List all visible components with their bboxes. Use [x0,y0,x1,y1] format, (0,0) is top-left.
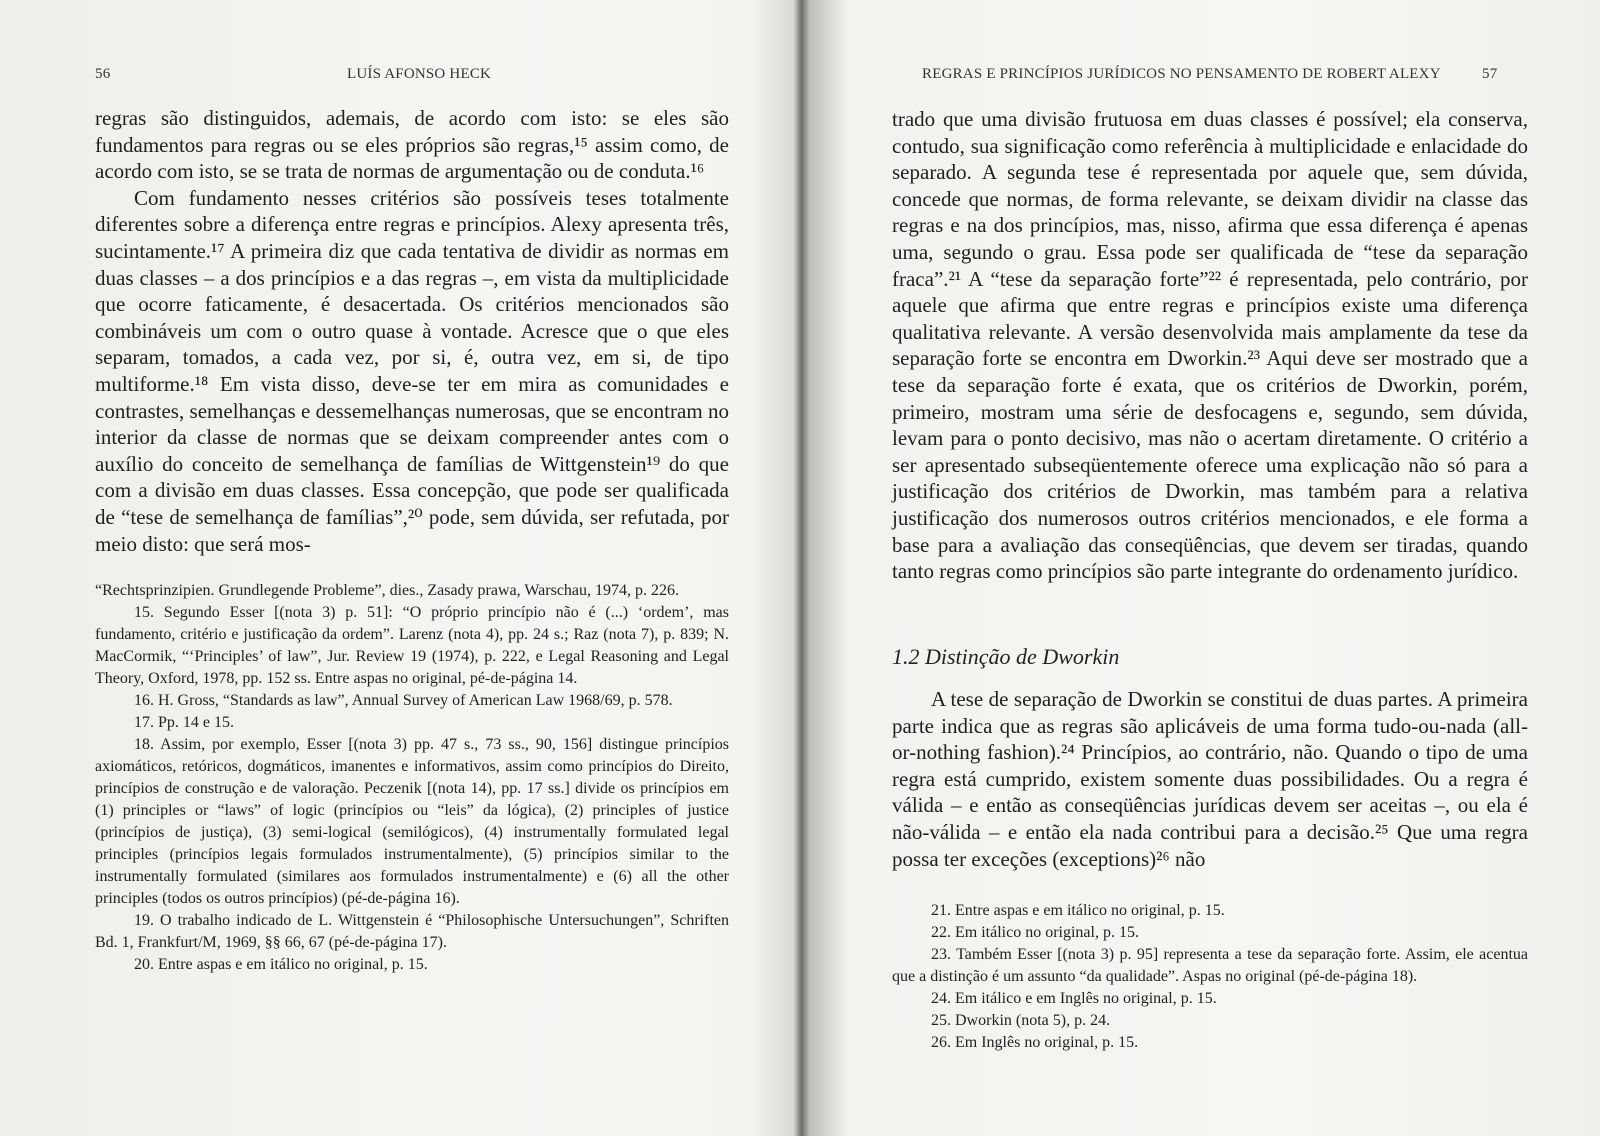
body-text [95,105,729,557]
footnote: 25. Dworkin (nota 5), p. 24. [931,1012,1111,1029]
footnote: 15. Segundo Esser [(nota 3) p. 51]: “O próprio princípio não é (...) ‘ordem’, mas fundamento, critério e justificação da ordem”. Larenz (nota 4), pp. 24 s.; Raz (nota 7), p. 839; N. MacCormik, “‘Principles’ of law”, Jur. Review 19 (1974), p. 222, e Legal Reasoning and Legal Theory, Oxford, 1978, pp. 152 ss. Entre aspas no original, pé-de-página 14. [95,604,729,687]
footnote: 18. Assim, por exemplo, Esser [(nota 3) pp. 47 s., 73 ss., 90, 156] distingue princípios axiomáticos, retóricos, dogmáticos, imanentes e informativos, assim como princípios do Direito, princípios de construção e de valoração. Peczenik [(nota 14), pp. 17 ss.] divide os princípios em (1) principles or “laws” of logic (princípios ou “leis” da lógica), (2) principles of justice (princípios de justiça), (3) semi-logical (semilógicos), (4) instrumentally formulated legal principles (princípios legais formulados instrumentalmente), (5) princípios similar to the instrumentally formulated (similares aos formulados instrumentalmente) e (6) all the other principles (todos os outros princípios) (pé-de-página 16). [95,736,729,907]
body-text [892,106,1528,585]
footnote: 23. Também Esser [(nota 3) p. 95] representa a tese da separação forte. Assim, ele acentua que a distinção é um assunto “da qualidade”. Aspas no original (pé-de-página 18). [892,946,1528,985]
footnote: 22. Em itálico no original, p. 15. [931,924,1139,941]
paragraph: A tese de separação de Dworkin se constitui de duas partes. A primeira parte indica que as regras são aplicáveis de uma forma tudo-ou-nada (all-or-nothing fashion).²⁴ Princípios, ao contrário, não. Quando o tipo de uma regra está cumprido, existem somente duas possibilidades. Ou a regra é válida – e então as conseqüências jurídicas devem ser aceitas –, ou ela é não-válida – e então ela nada contribui para a decisão.²⁵ Que uma regra possa ter exceções (exceptions)²⁶ não [892,687,1528,871]
footnote: 21. Entre aspas e em itálico no original, p. 15. [931,902,1225,919]
footnotes [892,900,1528,1054]
page-number: 56 [95,66,111,82]
running-head: REGRAS E PRINCÍPIOS JURÍDICOS NO PENSAMENTO DE ROBERT ALEXY [922,66,1441,82]
footnote: 19. O trabalho indicado de L. Wittgenstein é “Philosophische Untersuchungen”, Schriften Bd. 1, Frankfurt/M, 1969, §§ 66, 67 (pé-de-página 17). [95,912,729,951]
footnote: 20. Entre aspas e em itálico no original, p. 15. [134,956,428,973]
footnote: “Rechtsprinzipien. Grundlegende Probleme”, dies., Zasady prawa, Warschau, 1974, p. 226. [95,582,680,599]
section-body [892,686,1528,872]
footnote: 26. Em Inglês no original, p. 15. [931,1034,1139,1051]
footnote: 24. Em itálico e em Inglês no original, p. 15. [931,990,1217,1007]
footnote: 17. Pp. 14 e 15. [134,714,234,731]
paragraph: trado que uma divisão frutuosa em duas classes é possível; ela conserva, contudo, sua significação como referência à multiplicidade e enlacidade do separado. A segunda tese é representada por aquele que, sem dúvida, concede que normas, de forma relevante, se deixam dividir na classe das regras e na dos princípios, mas, nisso, afirma que essa diferença é apenas uma, segundo o grau. Essa pode ser qualificada de “tese da separação fraca”.²¹ A “tese da separação forte”²² é representada, pelo contrário, por aquele que afirma que entre regras e princípios existe uma diferença qualitativa relevante. A versão desenvolvida mais amplamente da tese da separação forte se encontra em Dworkin.²³ Aqui deve ser mostrado que a tese da separação forte é exata, que os critérios de Dworkin, porém, primeiro, mostram uma série de desfocagens e, segundo, sem dúvida, levam para o ponto decisivo, mas não o acertam diretamente. O critério a ser apresentado subseqüentemente oferece uma explicação não só para a justificação dos critérios de Dworkin, mas também para a relativa justificação dos numerosos outros critérios mencionados, e ele forma a base para a avaliação das conseqüências, que devem ser tiradas, quando tanto regras como princípios são parte integrante do ordenamento jurídico. [892,107,1528,584]
paragraph: regras são distinguidos, ademais, de acordo com isto: se eles são fundamentos para regras ou se eles próprios são regras,¹⁵ assim como, de acordo com isto, se se trata de normas de argumentação ou de conduta.¹⁶ [95,106,729,184]
page-number: 57 [1482,66,1498,82]
paragraph: Com fundamento nesses critérios são possíveis teses totalmente diferentes sobre a diferença entre regras e princípios. Alexy apresenta três, sucintamente.¹⁷ A primeira diz que cada tentativa de dividir as normas em duas classes – a dos princípios e a das regras –, em vista da multiplicidade que ocorre faticamente, é desacertada. Os critérios mencionados são combináveis um com o outro quase à vontade. Acresce que o que eles separam, tomados, a cada vez, por si, é, outra vez, em si, de tipo multiforme.¹⁸ Em vista disso, deve-se ter em mira as comunidades e contrastes, semelhanças e dessemelhanças numerosas, que se encontram no interior da classe de normas que se deixam compreender antes com o auxílio do conceito de semelhança de famílias de Wittgenstein¹⁹ do que com a divisão em duas classes. Essa concepção, que pode ser qualificada de “tese de semelhança de famílias”,²⁰ pode, sem dúvida, ser refutada, por meio disto: que será mos- [95,185,729,556]
running-head: LUÍS AFONSO HECK [347,66,492,82]
footnotes [95,580,729,976]
section-heading: 1.2 Distinção de Dworkin [892,644,1120,669]
footnote: 16. H. Gross, “Standards as law”, Annual Survey of American Law 1968/69, p. 578. [134,692,673,709]
right-page [806,0,1600,1136]
